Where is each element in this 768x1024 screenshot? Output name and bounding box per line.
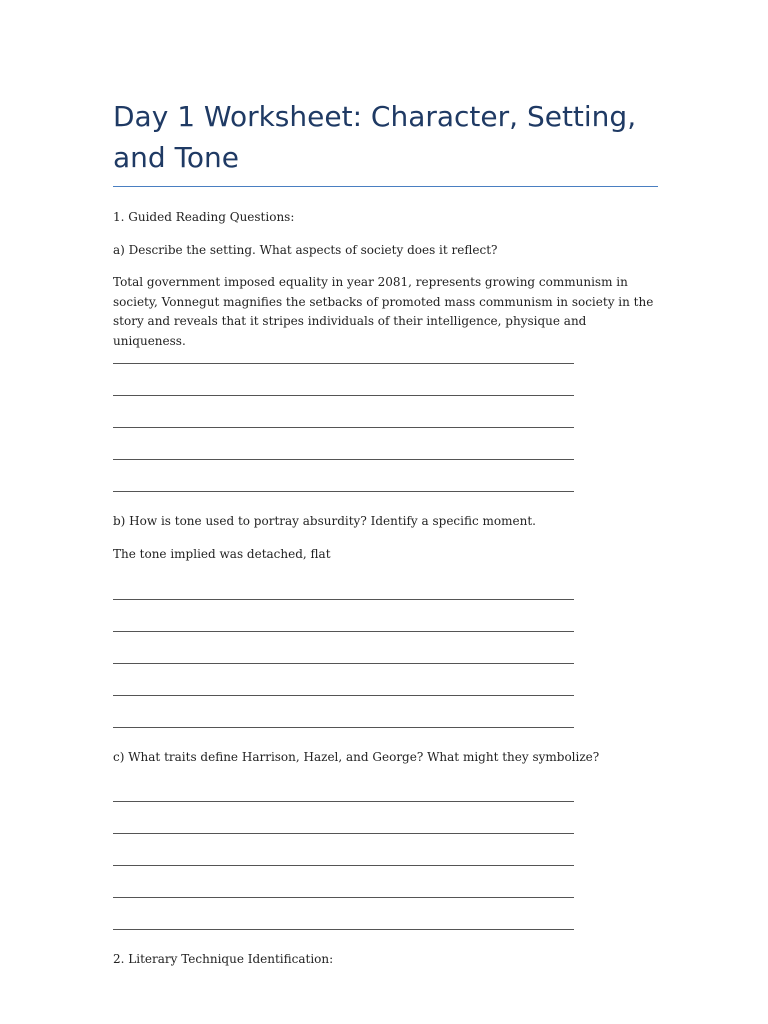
- worksheet-title: Day 1 Worksheet: Character, Setting, and Tone: [113, 96, 658, 187]
- answer-line[interactable]: [113, 427, 574, 428]
- question-c-prompt: c) What traits define Harrison, Hazel, and George? What might they symbolize?: [113, 750, 600, 764]
- answer-line[interactable]: [113, 459, 574, 460]
- answer-line[interactable]: [113, 599, 574, 600]
- answer-line[interactable]: [113, 491, 574, 492]
- answer-line[interactable]: [113, 363, 574, 364]
- answer-line[interactable]: [113, 727, 574, 728]
- answer-line[interactable]: [113, 865, 574, 866]
- answer-line[interactable]: [113, 663, 574, 664]
- answer-line[interactable]: [113, 801, 574, 802]
- question-a-prompt: a) Describe the setting. What aspects of society does it reflect?: [113, 242, 498, 257]
- question-b-answer: The tone implied was detached, flat: [113, 546, 331, 561]
- worksheet-page: [113, 96, 658, 969]
- answer-line[interactable]: [113, 897, 574, 898]
- answer-line[interactable]: [113, 833, 574, 834]
- question-a-answer: Total government imposed equality in year 2081, represents growing communism in society, Vonnegut magnifies the setbacks of promoted mass communism in society in the story and reveals that it stripes individuals of their intelligence, physique and uniqueness.: [113, 275, 654, 348]
- answer-line[interactable]: [113, 929, 574, 930]
- answer-line[interactable]: [113, 695, 574, 696]
- section-heading-guided-reading: 1. Guided Reading Questions:: [113, 210, 295, 224]
- answer-line[interactable]: [113, 395, 574, 396]
- question-b-prompt: b) How is tone used to portray absurdity? Identify a specific moment.: [113, 514, 536, 528]
- answer-line[interactable]: [113, 631, 574, 632]
- section-heading-literary-technique: 2. Literary Technique Identification:: [113, 951, 334, 966]
